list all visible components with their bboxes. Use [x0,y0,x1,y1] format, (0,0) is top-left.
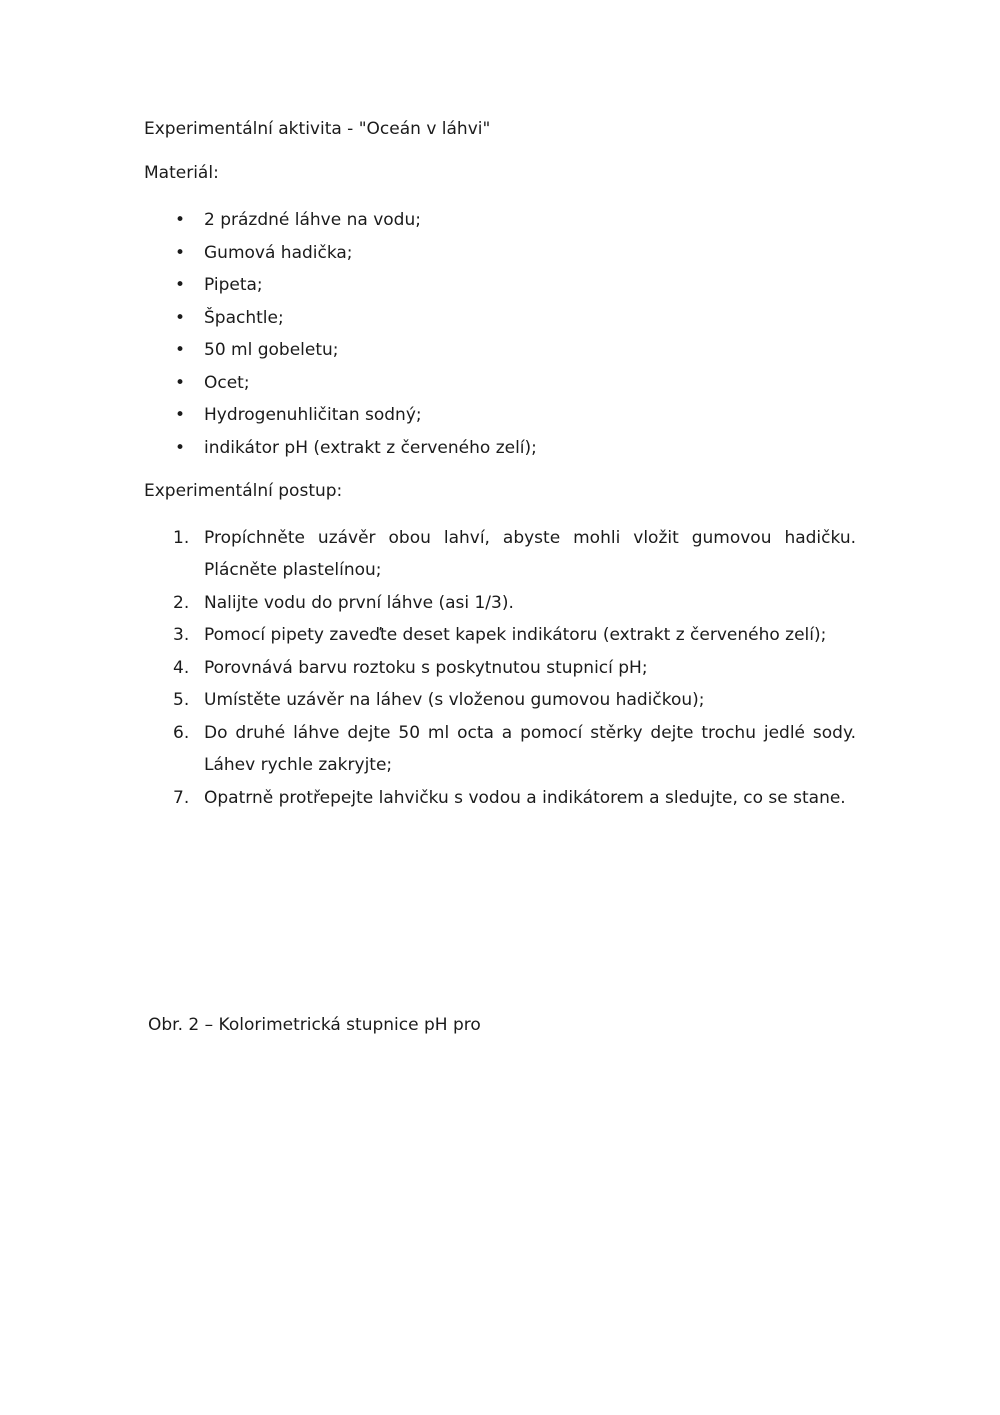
procedure-step: Umístěte uzávěr na láhev (s vloženou gumovou hadičkou); [204,690,705,710]
procedure-step: Propíchněte uzávěr obou lahví, abyste mohli vložit gumovou hadičku. Plácněte plastelínou; [204,527,856,580]
procedure-step: Nalijte vodu do první láhve (asi 1/3). [204,592,514,613]
materials-heading: Materiál: [144,162,219,183]
procedure-step: Opatrně protřepejte lahvičku s vodou a indikátorem a sledujte, co se stane. [204,787,846,808]
procedure-step: Pomocí pipety zaveďte deset kapek indikátoru (extrakt z červeného zelí); [204,625,827,645]
procedure-list [144,522,856,815]
procedure-step: Do druhé láhve dejte 50 ml octa a pomocí stěrky dejte trochu jedlé sody. Láhev rychle zakryjte; [204,722,856,775]
material-item: • Gumová hadička; [144,237,856,270]
figure-caption: Obr. 2 – Kolorimetrická stupnice pH pro [148,1015,481,1035]
materials-list [144,204,856,464]
material-item: • Pipeta; [144,269,856,302]
material-item: • Hydrogenuhličitan sodný; [144,399,856,432]
procedure-step: Porovnává barvu roztoku s poskytnutou stupnicí pH; [204,657,648,678]
material-item: • indikátor pH (extrakt z červeného zelí); [144,432,856,465]
material-item: • 50 ml gobeletu; [144,334,856,367]
material-item: • Špachtle; [144,302,856,335]
material-item: • 2 prázdné láhve na vodu; [144,204,856,237]
document-title: Experimentální aktivita - "Oceán v láhvi" [144,119,491,139]
material-item: • Ocet; [144,367,856,400]
procedure-heading: Experimentální postup: [144,481,343,501]
